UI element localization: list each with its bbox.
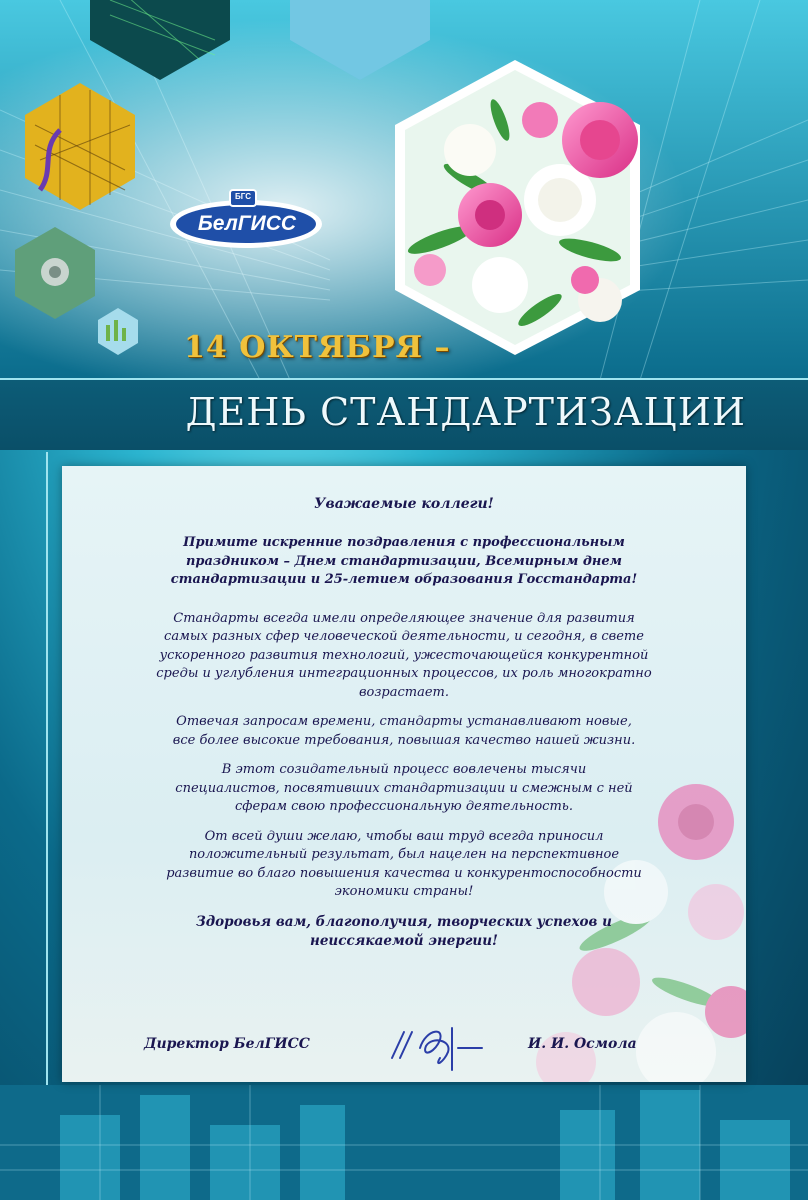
paragraph-specialists — [169, 761, 639, 817]
date-heading: 14 ОКТЯБРЯ – — [184, 330, 451, 365]
paragraph-text: Примите искренние поздравления с профессиональным праздником – Днем стандартизации, Всемирным днем стандартизации и 25-летием образования Госстандарта! — [170, 535, 638, 587]
logo-text: БелГИСС — [197, 212, 297, 235]
paragraph-congrats — [144, 534, 664, 590]
signer-position: Директор БелГИСС — [144, 1036, 310, 1052]
signature-row — [62, 1032, 746, 1072]
paragraph-text: Отвечая запросам времени, стандарты устанавливают новые, все более высокие требования, повышая качество нашей жизни. — [172, 714, 636, 748]
page-title: ДЕНЬ СТАНДАРТИЗАЦИИ — [185, 390, 746, 434]
handwritten-signature — [382, 1018, 502, 1074]
paragraph-requirements — [169, 713, 639, 750]
letter-body — [62, 496, 746, 951]
paragraph-text: От всей души желаю, чтобы ваш труд всегда приносил положительный результат, был нацелен на перспективное развитие во благо повышения качества и конкурентоспособности экономики страны! — [166, 828, 642, 899]
footer-artwork — [0, 1085, 808, 1200]
paragraph-text: В этот созидательный процесс вовлечены тысячи специалистов, посвятивших стандартизации и смежным с ней сферам свою профессиональную деятельность. — [175, 762, 633, 814]
paragraph-standards — [154, 610, 654, 703]
closing-wish: Здоровья вам, благополучия, творческих успехов и неиссякаемой энергии! — [196, 913, 612, 949]
letter-paper — [62, 466, 746, 1082]
signer-name: И. И. Осмола — [528, 1036, 637, 1052]
salutation: Уважаемые коллеги! — [314, 496, 494, 512]
paragraph-wishes — [154, 828, 654, 902]
paragraph-text: Стандарты всегда имели определяющее значение для развития самых разных сфер человеческой деятельности, и сегодня, в свете ускоренного развития технологий, ужесточающейся конкурентной среды и углубления интеграционных процессов, их роль многократно возрастает. — [156, 610, 652, 700]
logo-mark: БГС — [235, 192, 251, 201]
logo — [168, 188, 328, 252]
header-artwork — [0, 0, 808, 380]
